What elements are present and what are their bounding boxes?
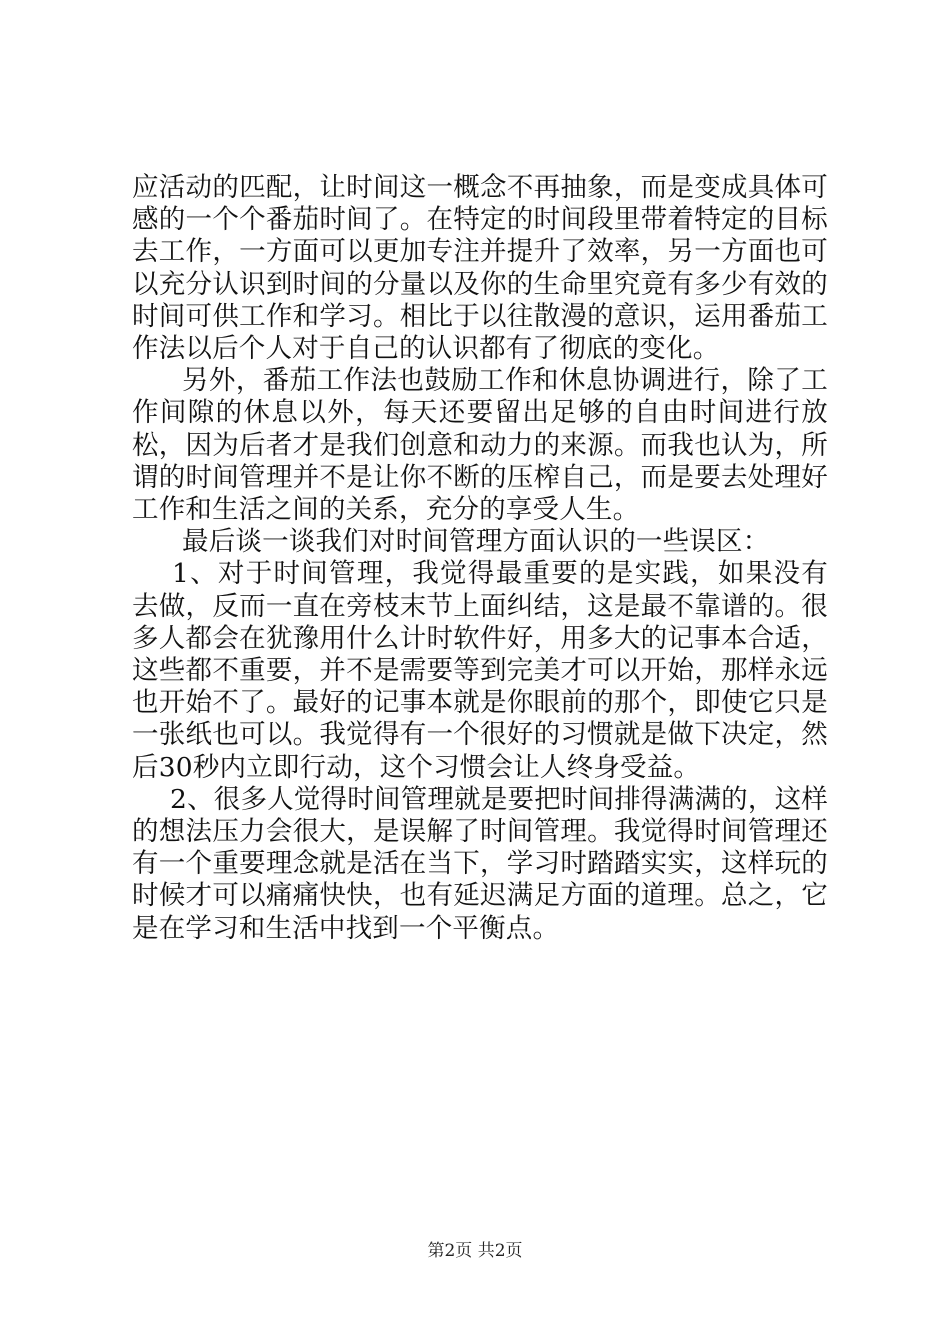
paragraph-misconception-1: 1、对于时间管理，我觉得最重要的是实践，如果没有去做，反而一直在旁枝末节上面纠结，这是最不靠谱的。很多人都会在犹豫用什么计时软件好，用多大的记事本合适，这些都不重要，并不是需要等到完美才可以开始，那样永远也开始不了。最好的记事本就是你眼前的那个，即使它只是一张纸也可以。我觉得有一个很好的习惯就是做下决定，然后30秒内立即行动，这个习惯会让人终身受益。 (132, 558, 828, 783)
document-body (132, 172, 828, 945)
paragraph-misconception-2: 2、很多人觉得时间管理就是要把时间排得满满的，这样的想法压力会很大，是误解了时间管理。我觉得时间管理还有一个重要理念就是活在当下，学习时踏踏实实，这样玩的时候才可以痛痛快快，也有延迟满足方面的道理。总之，它是在学习和生活中找到一个平衡点。 (132, 783, 828, 944)
paragraph-misconceptions-intro: 最后谈一谈我们对时间管理方面认识的一些误区： (182, 526, 770, 558)
paragraph-work-rest-balance: 另外，番茄工作法也鼓励工作和休息协调进行，除了工作间隙的休息以外，每天还要留出足够的自由时间进行放松，因为后者才是我们创意和动力的来源。而我也认为，所谓的时间管理并不是让你不断的压榨自己，而是要去处理好工作和生活之间的关系，充分的享受人生。 (132, 365, 828, 526)
page-footer: 第2页 共2页 (427, 1241, 523, 1261)
paragraph-pomodoro-effect: 应活动的匹配，让时间这一概念不再抽象，而是变成具体可感的一个个番茄时间了。在特定的时间段里带着特定的目标去工作，一方面可以更加专注并提升了效率，另一方面也可以充分认识到时间的分量以及你的生命里究竟有多少有效的时间可供工作和学习。相比于以往散漫的意识，运用番茄工作法以后个人对于自己的认识都有了彻底的变化。 (132, 172, 828, 365)
